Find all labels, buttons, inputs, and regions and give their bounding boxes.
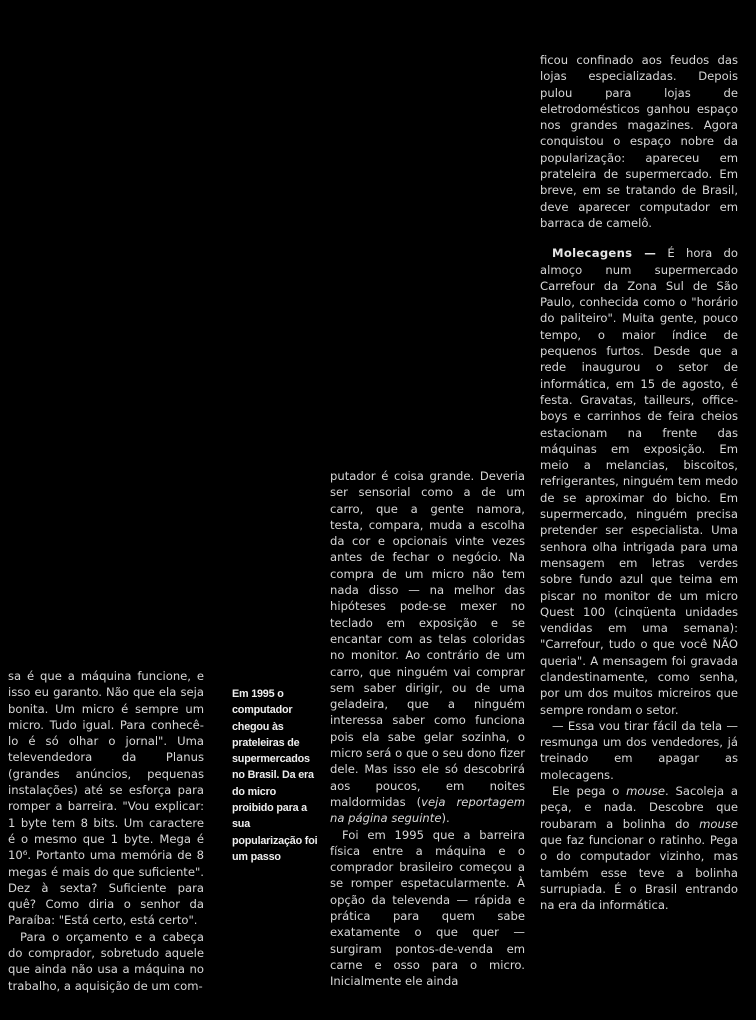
column3-paragraph-4-b: . Sacoleja a peça, e nada. Descobre que roubaram a bolinha do [540, 784, 738, 831]
mouse-term-1: mouse [626, 784, 666, 799]
column3-paragraph-4-c: que faz funcionar o ratinho. Pega o do computador vizinho, mas também esse teve a bolinha surrupiada. É o Brasil entrando na era da informática. [540, 832, 738, 913]
column3-paragraph-3: — Essa vou tirar fácil da tela — resmunga um dos vendedores, já treinado em apagar as molecagens. [540, 718, 738, 782]
column3-paragraph-1: ficou confinado aos feudos das lojas especializadas. Depois pulou para lojas de eletrodomésticos ganhou espaço nos grandes magazines. Agora conquistou o espaço nobre da popularização: apareceu em prateleira de supermercado. Em breve, em se tratando de Brasil, deve aparecer computador em barraca de camelô. [540, 53, 738, 230]
text-column-1 [8, 668, 204, 994]
column2-paragraph-1-text: putador é coisa grande. Deveria ser sensorial como a de um carro, que a gente namora, testa, compara, muda a escolha da cor e opcionais vinte vezes antes de fechar o negócio. Na compra de um micro não tem nada disso — na melhor das hipóteses pode-se mexer no teclado em exposição e se encantar com as telas coloridas no monitor. Ao contrário de um carro, que ninguém vai comprar sem saber dirigir, ou de uma geladeira, que a ninguém interessa saber como funciona pois ela sabe gelar sozinha, o micro será o que o seu dono fizer dele. Mas isso ele só descobrirá aos poucos, em noites maldormidas ( [330, 469, 525, 809]
column1-paragraph-1: sa é que a máquina funcione, e isso eu garanto. Não que ela seja bonita. Um micro é sempre um micro. Tudo igual. Para conhecê-lo é só olhar o jornal". Uma televendedora da Planus (grandes anúncios, pequenas instalações) até se esforça para romper a barreira. "Vou explicar: 1 byte tem 8 bits. Um caractere é o mesmo que 1 byte. Mega é 10⁶. Portanto uma memória de 8 megas é mais do que suficiente". Dez à sexta? Suficiente para quê? Como diria o senhor da Paraíba: "Está certo, está certo". [8, 669, 204, 928]
text-column-2 [330, 468, 525, 990]
column1-paragraph-2: Para o orçamento e a cabeça do comprador, sobretudo aquele que ainda não usa a máquina no trabalho, a aquisição de um com- [8, 929, 204, 993]
column3-paragraph-2-text: É hora do almoço num supermercado Carrefour da Zona Sul de São Paulo, conhecida como o "horário do paliteiro". Muita gente, pouco tempo, o maior índice de pequenos furtos. Desde que a rede inaugurou o setor de informática, em 15 de agosto, é festa. Gravatas, tailleurs, office-boys e carrinhos de feira cheios estacionam na frente das máquinas em exposição. Em meio a melancias, biscoitos, refrigerantes, ninguém tem medo de se aproximar do bicho. Em supermercado, ninguém precisa pretender ser especialista. Uma senhora olha intrigada para uma mensagem em letras verdes sobre fundo azul que teima em piscar no monitor de um micro Quest 100 (cinqüenta unidades vendidas em uma semana): "Carrefour, tudo o que você NÃO queria". A mensagem foi gravada clandestinamente, como senha, por um dos muitos micreiros que sempre rondam o setor. [540, 246, 738, 717]
text-column-3 [540, 52, 738, 913]
mouse-term-2: mouse [699, 816, 738, 831]
section-lead-molecagens: Molecagens — [552, 246, 657, 261]
column2-paragraph-1 [330, 468, 525, 827]
column2-paragraph-2: Foi em 1995 que a barreira física entre a máquina e o comprador brasileiro começou a se romper espetacularmente. À opção da televenda — rápida e prática para quem sabe exatamente o que quer — surgiram pontos-de-venda em carne e osso para o micro. Inicialmente ele ainda [330, 827, 525, 989]
column2-cross-reference: veja reportagem na página seguinte [330, 794, 525, 826]
column3-paragraph-2 [540, 245, 738, 718]
pull-quote: Em 1995 o computador chegou às prateleiras de supermercados no Brasil. Da era do micro proibido para a sua popularização foi um passo [232, 688, 318, 863]
column3-paragraph-4 [540, 783, 738, 913]
column2-paragraph-1-end: ). [441, 811, 450, 826]
column3-paragraph-4-a: Ele pega o [552, 784, 627, 799]
